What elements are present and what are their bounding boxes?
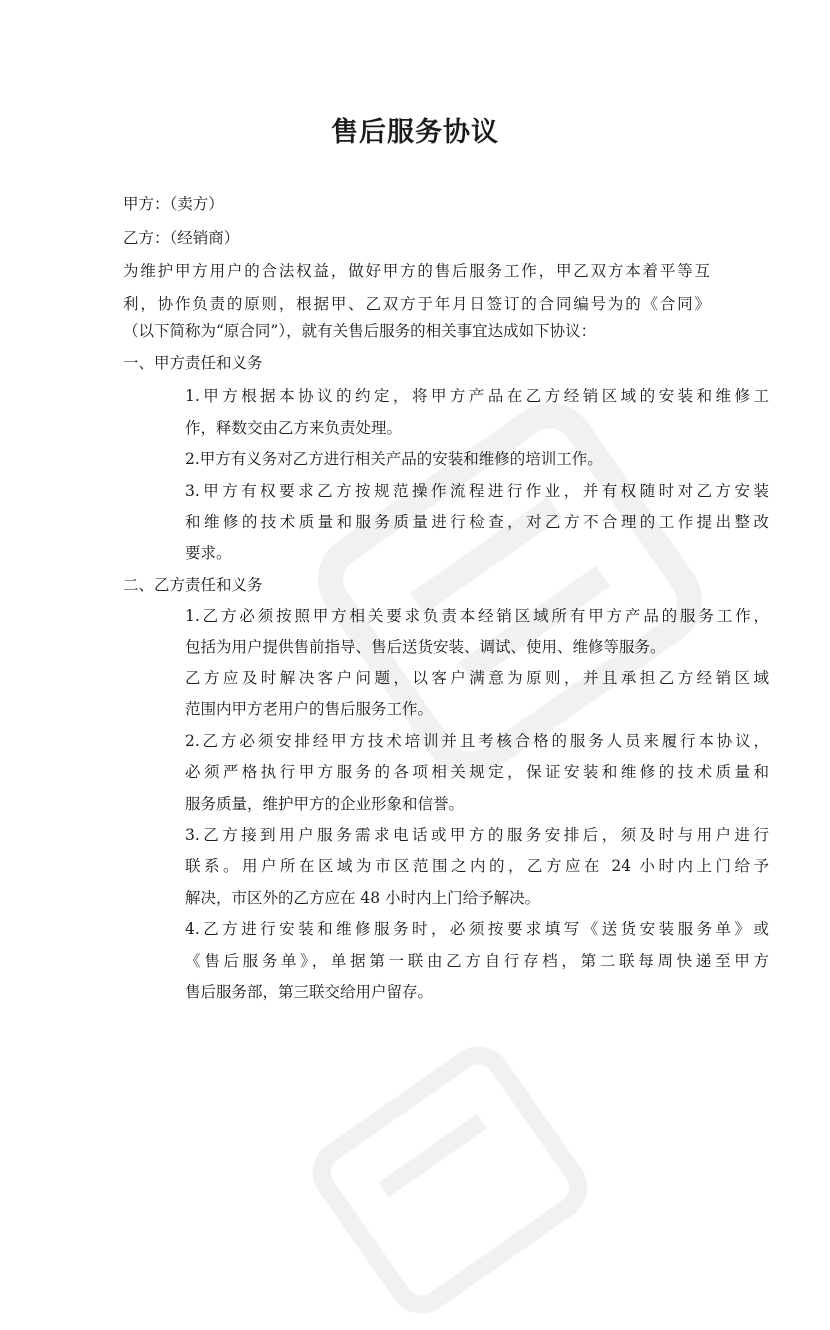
watermark-emblem-bottom [300,1030,600,1330]
intro-line-1: 为维护甲方用户的合法权益，做好甲方的售后服务工作，甲乙双方本着平等互 [123,262,710,280]
s2-item3-line-3: 解决，市区外的乙方应在 48 小时内上门给予解决。 [185,889,541,907]
s2-item2-line-3: 服务质量，维护甲方的企业形象和信誉。 [185,795,465,813]
s2-item4-line-1: 4.乙方进行安装和维修服务时，必须按要求填写《送货安装服务单》或 [185,920,769,938]
s2-item3-line-1: 3.乙方接到用户服务需求电话或甲方的服务安排后，须及时与用户进行 [185,826,769,844]
s2-item1-line-2: 包括为用户提供售前指导、售后送货安装、调试、使用、维修等服务。 [185,638,666,656]
s1-item1-line-1: 1.甲方根据本协议的约定，将甲方产品在乙方经销区域的安装和维修工 [185,387,769,405]
section-1-heading: 一、甲方责任和义务 [123,354,263,372]
s1-item2-line-1: 2.甲方有义务对乙方进行相关产品的安装和维修的培训工作。 [185,450,603,468]
s1-item3-line-2: 和维修的技术质量和服务质量进行检查，对乙方不合理的工作提出整改 [185,513,769,531]
s2-item2-line-1: 2.乙方必须安排经甲方技术培训并且考核合格的服务人员来履行本协议， [185,732,769,750]
intro-line-3: （以下简称为“原合同”），就有关售后服务的相关事宜达成如下协议： [123,322,597,340]
document-title: 售后服务协议 [331,117,499,148]
s2-item1-line-3: 乙方应及时解决客户问题，以客户满意为原则，并且承担乙方经销区域 [185,669,769,687]
section-2-heading: 二、乙方责任和义务 [123,576,263,594]
s2-item2-line-2: 必须严格执行甲方服务的各项相关规定，保证安装和维修的技术质量和 [185,763,769,781]
s2-item3-line-2: 联系。用户所在区域为市区范围之内的，乙方应在 24 小时内上门给予 [185,857,769,875]
s1-item3-line-1: 3.甲方有权要求乙方按规范操作流程进行作业，并有权随时对乙方安装 [185,482,769,500]
s1-item1-line-2: 作，释数交由乙方来负责处理。 [185,419,403,437]
party-b-line: 乙方：（经销商） [123,229,240,247]
party-a-line: 甲方：（卖方） [123,195,224,213]
s2-item4-line-2: 《售后服务单》，单据第一联由乙方自行存档，第二联每周快递至甲方 [185,952,769,970]
s2-item1-line-1: 1.乙方必须按照甲方相关要求负责本经销区域所有甲方产品的服务工作， [185,607,769,625]
s2-item1-line-4: 范围内甲方老用户的售后服务工作。 [185,700,434,718]
s1-item3-line-3: 要求。 [185,544,232,562]
s2-item4-line-3: 售后服务部，第三联交给用户留存。 [185,983,434,1001]
intro-line-2: 利，协作负责的原则，根据甲、乙双方于年月日签订的合同编号为的《合同》 [123,295,710,313]
